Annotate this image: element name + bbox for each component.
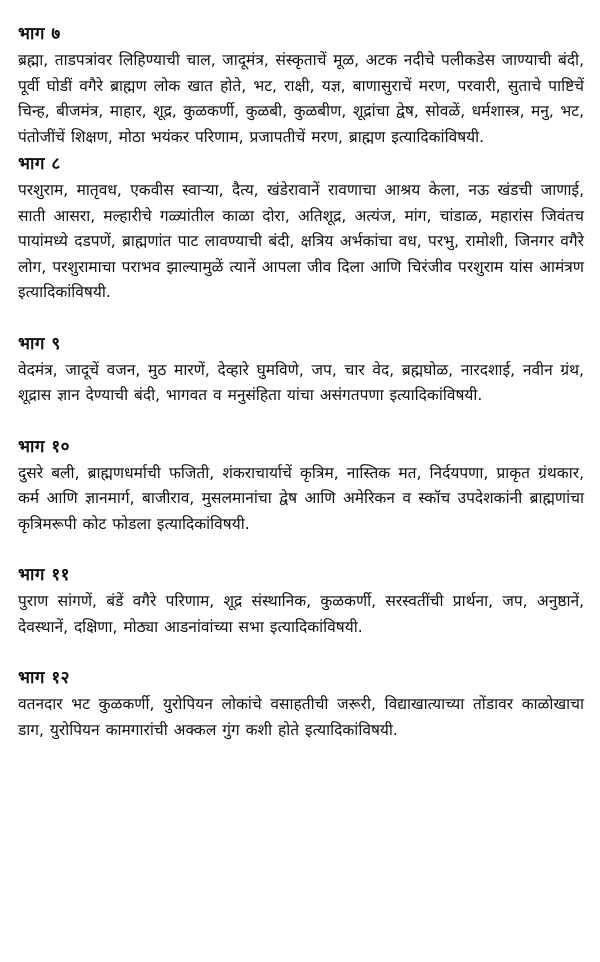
section-heading: भाग १२ bbox=[18, 668, 71, 688]
section-part-12 bbox=[18, 666, 584, 743]
section-body: परशुराम, मातृवध, एकवीस स्वाऱ्या, दैत्य, खंडेरावानें रावणाचा आश्रय केला, नऊ खंडची जाणाई, साती आसरा, मल्हारीचे गळ्यांतील काळा दोरा, अतिशूद्र, अत्यंज, मांग, चांडाळ, महारांस जिवंतच पायांमध्ये दडपणें, ब्राह्मणांत पाट लावण्याची बंदी, क्षत्रिय अर्भकांचा वध, परभु, रामोशी, जिनगर वगैरे लोग, परशुरामाचा पराभव झाल्यामुळें त्यानें आपला जीव दिला आणि चिरंजीव परशुराम यांस आमंत्रण इत्यादिकांविषयी. bbox=[18, 181, 584, 301]
section-part-11 bbox=[18, 563, 584, 640]
section-body: दुसरे बली, ब्राह्मणधर्माची फजिती, शंकराचार्याचें कृत्रिम, नास्तिक मत, निर्दयपणा, प्राकृत ग्रंथकार, कर्म आणि ज्ञानमार्ग, बाजीराव, मुसलमानांचा द्वेष आणि अमेरिकन व स्कॉच उपदेशकांनी ब्राह्मणांचा कृत्रिमरूपी कोट फोडला इत्यादिकांविषयी. bbox=[18, 463, 584, 533]
section-part-10 bbox=[18, 435, 584, 538]
section-body: पुराण सांगणें, बंडें वगैरे परिणाम, शूद्र संस्थानिक, कुळकर्णी, सरस्वतींची प्रार्थना, जप, अनुष्ठानें, देवस्थानें, दक्षिणा, मोठ्या आडनांवांच्या सभा इत्यादिकांविषयी. bbox=[18, 592, 584, 636]
section-part-9 bbox=[18, 332, 584, 409]
section-body: वतनदार भट कुळकर्णी, युरोपियन लोकांचे वसाहतीची जरूरी, विद्याखात्याच्या तोंडावर काळोखाचा डाग, युरोपियन कामगारांची अक्कल गुंग कशी होते इत्यादिकांविषयी. bbox=[18, 695, 584, 739]
section-heading: भाग ७ bbox=[18, 24, 61, 44]
section-heading: भाग १० bbox=[18, 436, 71, 457]
section-heading: भाग ११ bbox=[18, 565, 71, 585]
section-heading: भाग ८ bbox=[18, 154, 61, 174]
section-body: ब्रह्मा, ताडपत्रांवर लिहिण्याची चाल, जादूमंत्र, संस्कृताचें मूळ, अटक नदीचे पलीकडेस जाण्याची बंदी, पूर्वी घोडीं वगैरे ब्राह्मण लोक खात होते, भट, राक्षी, यज्ञ, बाणासुराचें मरण, परवारी, सुताचे पाष्टिचें चिन्ह, बीजमंत्र, माहार, शूद्र, कुळकर्णी, कुळबी, कुळबीण, शूद्रांचा द्वेष, सोवळें, धर्मशास्त्र, मनु, भट, पंतोजींचें शिक्षण, मोठा भयंकर परिणाम, प्रजापतीचें मरण, ब्राह्मण इत्यादिकांविषयी. bbox=[18, 51, 584, 146]
section-part-8 bbox=[18, 152, 584, 306]
section-body: वेदमंत्र, जादूचें वजन, मुठ मारणें, देव्हारे घुमविणे, जप, चार वेद, ब्रह्मघोळ, नारदशाई, नवीन ग्रंथ, शूद्रास ज्ञान देण्याची बंदी, भागवत व मनुसंहिता यांचा असंगतपणा इत्यादिकांविषयी. bbox=[18, 360, 584, 404]
section-heading: भाग ९ bbox=[18, 333, 61, 354]
section-part-7 bbox=[18, 22, 584, 150]
